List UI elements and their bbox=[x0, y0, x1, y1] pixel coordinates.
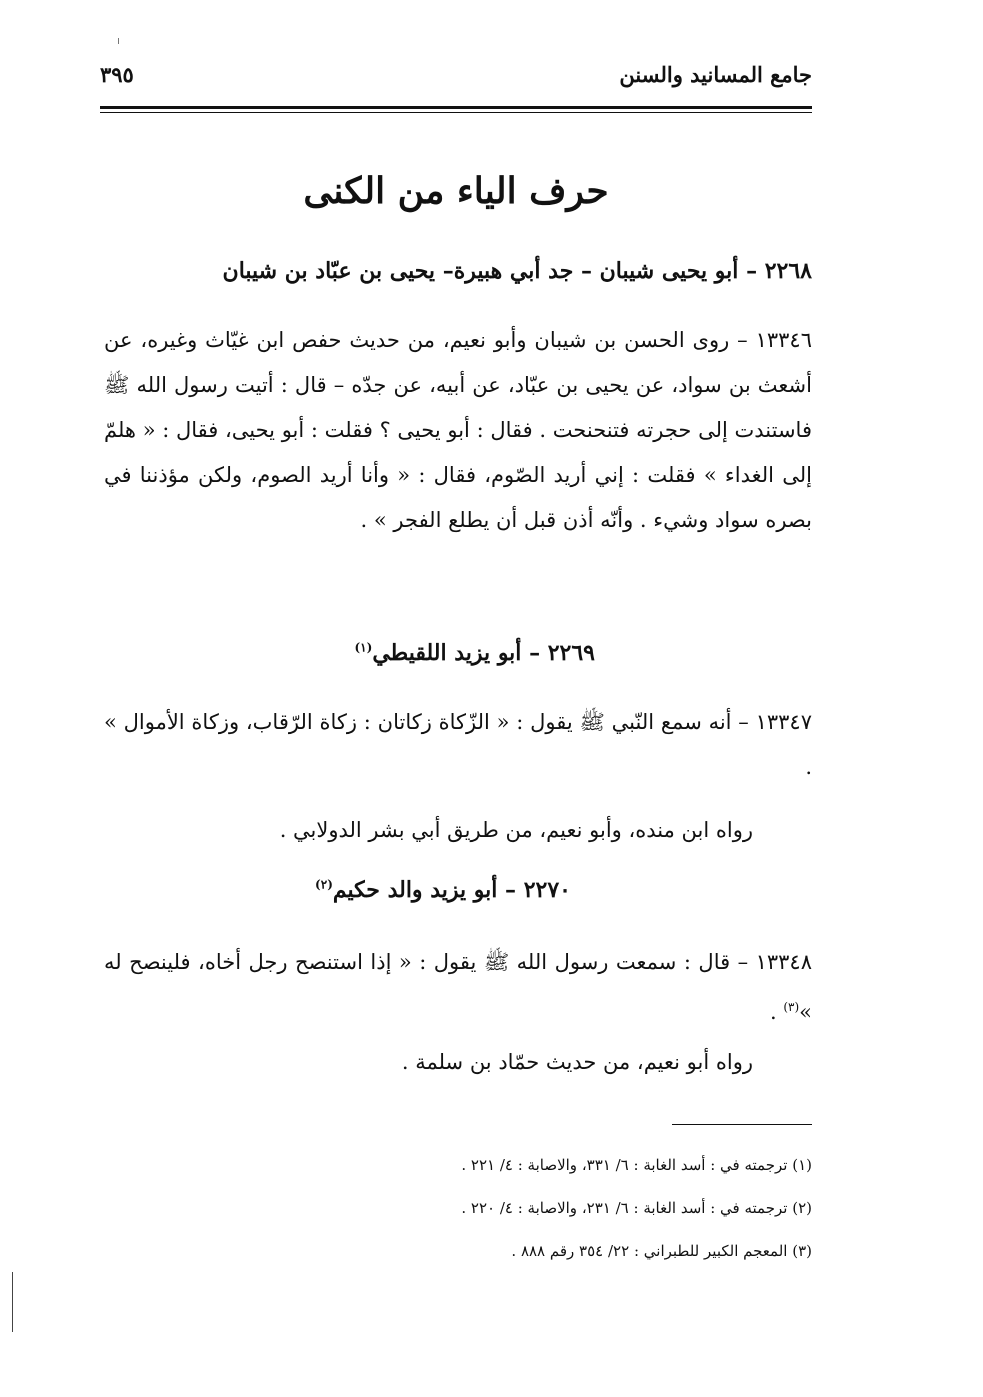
scan-mark bbox=[118, 38, 119, 44]
footnote-ref-1: (١) bbox=[354, 640, 373, 655]
footnote-ref-2: (٢) bbox=[315, 877, 333, 892]
hadith-text-13348 bbox=[104, 940, 812, 1036]
footnote-3: (٣) المعجم الكبير للطبراني : ٢٢/ ٣٥٤ رقم ٨٨٨ . bbox=[511, 1242, 812, 1260]
scan-edge-mark bbox=[12, 1272, 13, 1332]
entry-heading-2269 bbox=[354, 640, 595, 666]
entry-heading-2269-text: ٢٢٦٩ – أبو يزيد اللقيطي bbox=[372, 640, 595, 666]
header-rule-thin bbox=[100, 112, 812, 113]
hadith-text-13348-end: . bbox=[769, 1000, 784, 1024]
book-title: جامع المسانيد والسنن bbox=[619, 62, 812, 87]
entry-heading-2270-text: ٢٢٧٠ – أبو يزيد والد حكيم bbox=[332, 877, 571, 903]
hadith-text-13347: ١٣٣٤٧ – أنه سمع النّبي ﷺ يقول : « الزّكاة زكاتان : زكاة الرّقاب، وزكاة الأموال » . bbox=[104, 710, 812, 779]
running-header bbox=[100, 58, 812, 100]
source-note-2270: رواه أبو نعيم، من حديث حمّاد بن سلمة . bbox=[401, 1050, 753, 1074]
hadith-text-13348-body: ١٣٣٤٨ – قال : سمعت رسول الله ﷺ يقول : « إذا استنصح رجل أخاه، فلينصح له » bbox=[104, 950, 812, 1024]
source-note-2269: رواه ابن منده، وأبو نعيم، من طريق أبي بشر الدولابي . bbox=[279, 818, 753, 842]
page-number: ٣٩٥ bbox=[100, 62, 134, 87]
footnote-1: (١) ترجمته في : أسد الغابة : ٦/ ٣٣١، والاصابة : ٤/ ٢٢١ . bbox=[461, 1156, 812, 1174]
chapter-title: حرف الياء من الكنى bbox=[303, 170, 609, 212]
entry-heading-2270 bbox=[315, 877, 571, 903]
footnote-ref-3: (٣) bbox=[783, 1000, 800, 1014]
footnote-2: (٢) ترجمته في : أسد الغابة : ٦/ ٢٣١، والاصابة : ٤/ ٢٢٠ . bbox=[461, 1199, 812, 1217]
header-rule bbox=[100, 106, 812, 109]
footnote-rule bbox=[672, 1124, 812, 1125]
entry-heading-2268: ٢٢٦٨ – أبو يحيى شيبان – جد أبي هبيرة– يحيى بن عبّاد بن شيبان bbox=[222, 258, 812, 284]
hadith-text-13346: ١٣٣٤٦ – روى الحسن بن شيبان وأبو نعيم، من حديث حفص ابن غيّاث وغيره، عن أشعث بن سواد، عن يحيى بن عبّاد، عن أبيه، عن جدّه – قال : أتيت رسول الله ﷺ فاستندت إلى حجرته فتنحنحت . فقال : أبو يحيى ؟ فقلت : أبو يحيى، فقال : « هلمّ إلى الغداء » فقلت : إني أريد الصّوم، فقال : « وأنا أريد الصوم، ولكن مؤذننا في بصره سواد وشيء . وأنّه أذن قبل أن يطلع الفجر » . bbox=[104, 328, 812, 532]
footnotes bbox=[461, 1144, 812, 1273]
